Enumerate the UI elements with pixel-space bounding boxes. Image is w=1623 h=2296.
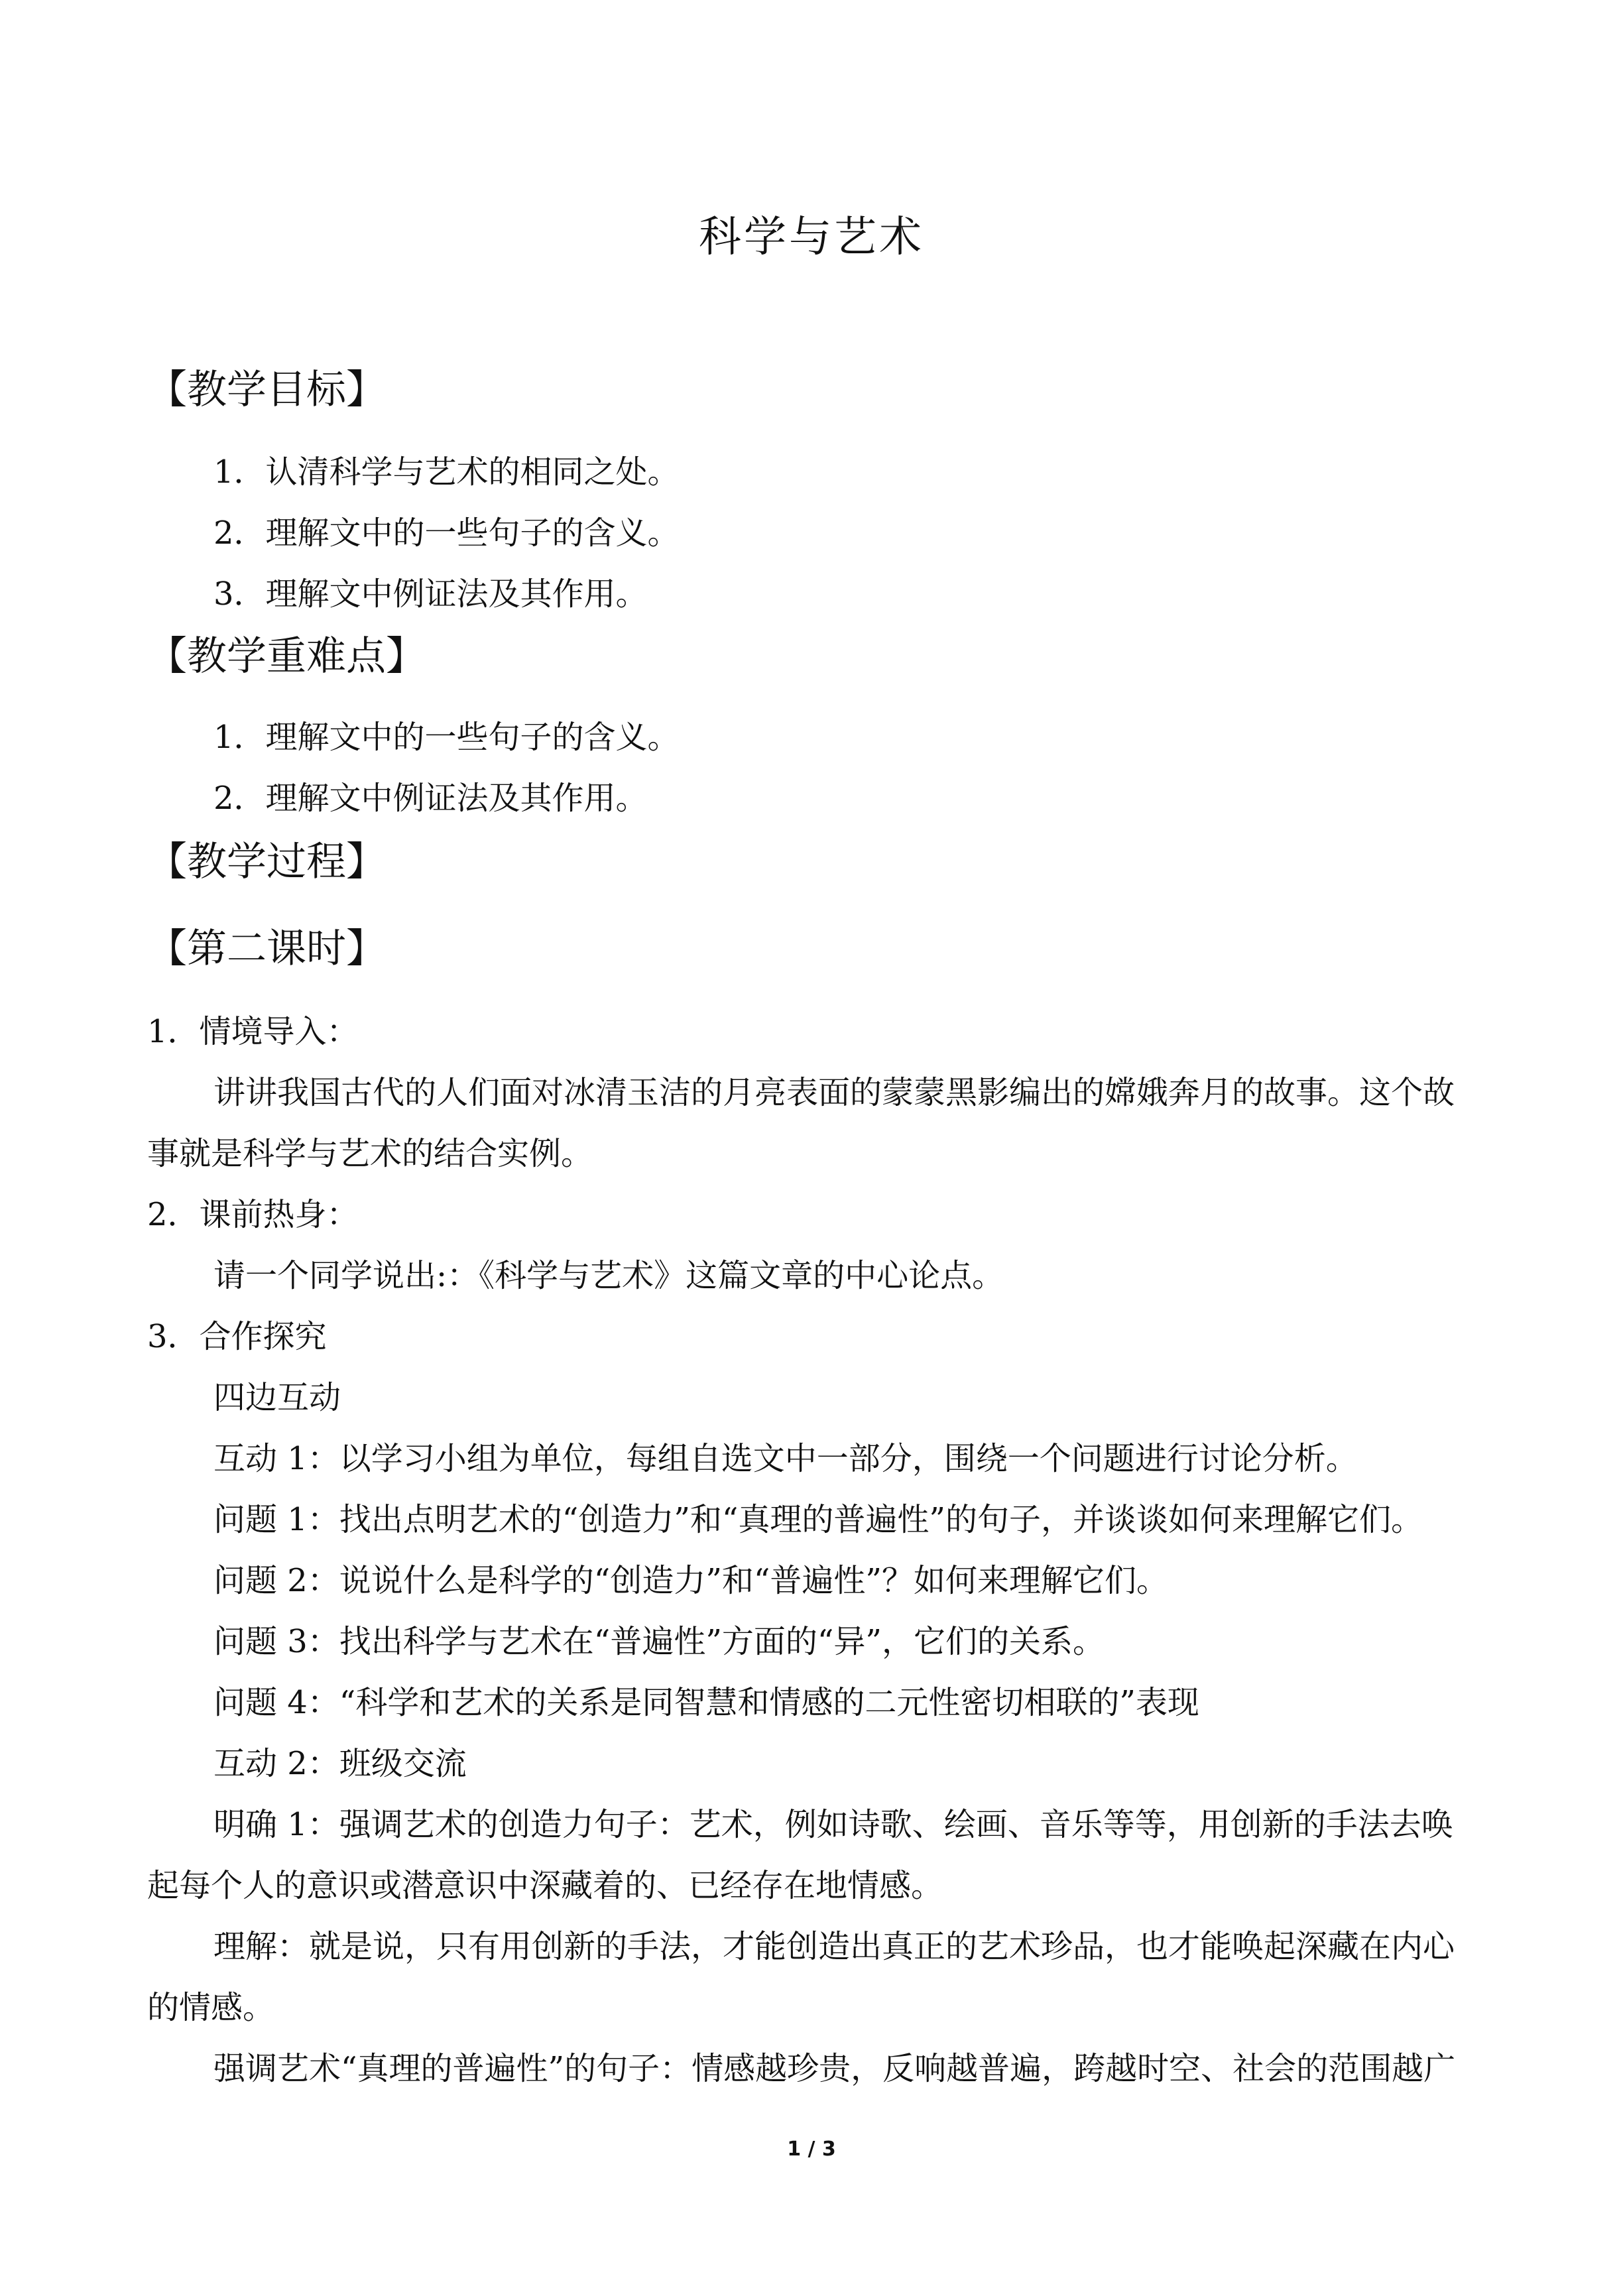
interaction-2: 互动 2：班级交流 — [213, 1745, 467, 1782]
page-title: 科学与艺术 — [699, 213, 924, 262]
understanding-line1: 理解：就是说，只有用创新的手法，才能创造出真正的艺术珍品，也才能唤起深藏在内心 — [213, 1928, 1455, 1965]
question-2: 问题 2：说说什么是科学的“创造力”和“普遍性”？如何来理解它们。 — [213, 1562, 1168, 1599]
section-heading-lesson: 【第二课时】 — [147, 926, 386, 972]
section-heading-process: 【教学过程】 — [147, 839, 386, 885]
page-number: 1 / 3 — [787, 2138, 836, 2161]
step1-title: 1．情境导入： — [147, 1013, 359, 1050]
emphasis-line1: 强调艺术“真理的普遍性”的句子：情感越珍贵，反响越普遍，跨越时空、社会的范围越广 — [213, 2050, 1456, 2087]
section-heading-goals: 【教学目标】 — [147, 367, 386, 413]
difficulty-item-2: 2．理解文中例证法及其作用。 — [213, 780, 648, 817]
step1-paragraph-line2: 事就是科学与艺术的结合实例。 — [147, 1135, 593, 1172]
goal-item-1: 1．认清科学与艺术的相同之处。 — [213, 453, 680, 491]
step3-title: 3．合作探究 — [147, 1318, 327, 1355]
goal-item-3: 3．理解文中例证法及其作用。 — [213, 575, 648, 613]
section-heading-difficulties: 【教学重难点】 — [147, 633, 426, 680]
question-4: 问题 4：“科学和艺术的关系是同智慧和情感的二元性密切相联的”表现 — [213, 1684, 1199, 1721]
clarify-1-line2: 起每个人的意识或潜意识中深藏着的、已经存在地情感。 — [147, 1867, 943, 1904]
question-3: 问题 3：找出科学与艺术在“普遍性”方面的“异”，它们的关系。 — [213, 1623, 1105, 1660]
four-sides-label: 四边互动 — [213, 1379, 341, 1416]
step2-paragraph: 请一个同学说出:：《科学与艺术》这篇文章的中心论点。 — [213, 1257, 1004, 1294]
interaction-1: 互动 1：以学习小组为单位，每组自选文中一部分，围绕一个问题进行讨论分析。 — [213, 1440, 1358, 1477]
understanding-line2: 的情感。 — [147, 1989, 275, 2026]
question-1: 问题 1：找出点明艺术的“创造力”和“真理的普遍性”的句子，并谈谈如何来理解它们。 — [213, 1501, 1423, 1538]
step1-paragraph-line1: 讲讲我国古代的人们面对冰清玉洁的月亮表面的蒙蒙黑影编出的嫦娥奔月的故事。这个故 — [213, 1074, 1455, 1111]
step2-title: 2．课前热身： — [147, 1196, 359, 1233]
difficulty-item-1: 1．理解文中的一些句子的含义。 — [213, 719, 680, 756]
goal-item-2: 2．理解文中的一些句子的含义。 — [213, 514, 680, 552]
clarify-1-line1: 明确 1：强调艺术的创造力句子：艺术，例如诗歌、绘画、音乐等等，用创新的手法去唤 — [213, 1806, 1453, 1843]
